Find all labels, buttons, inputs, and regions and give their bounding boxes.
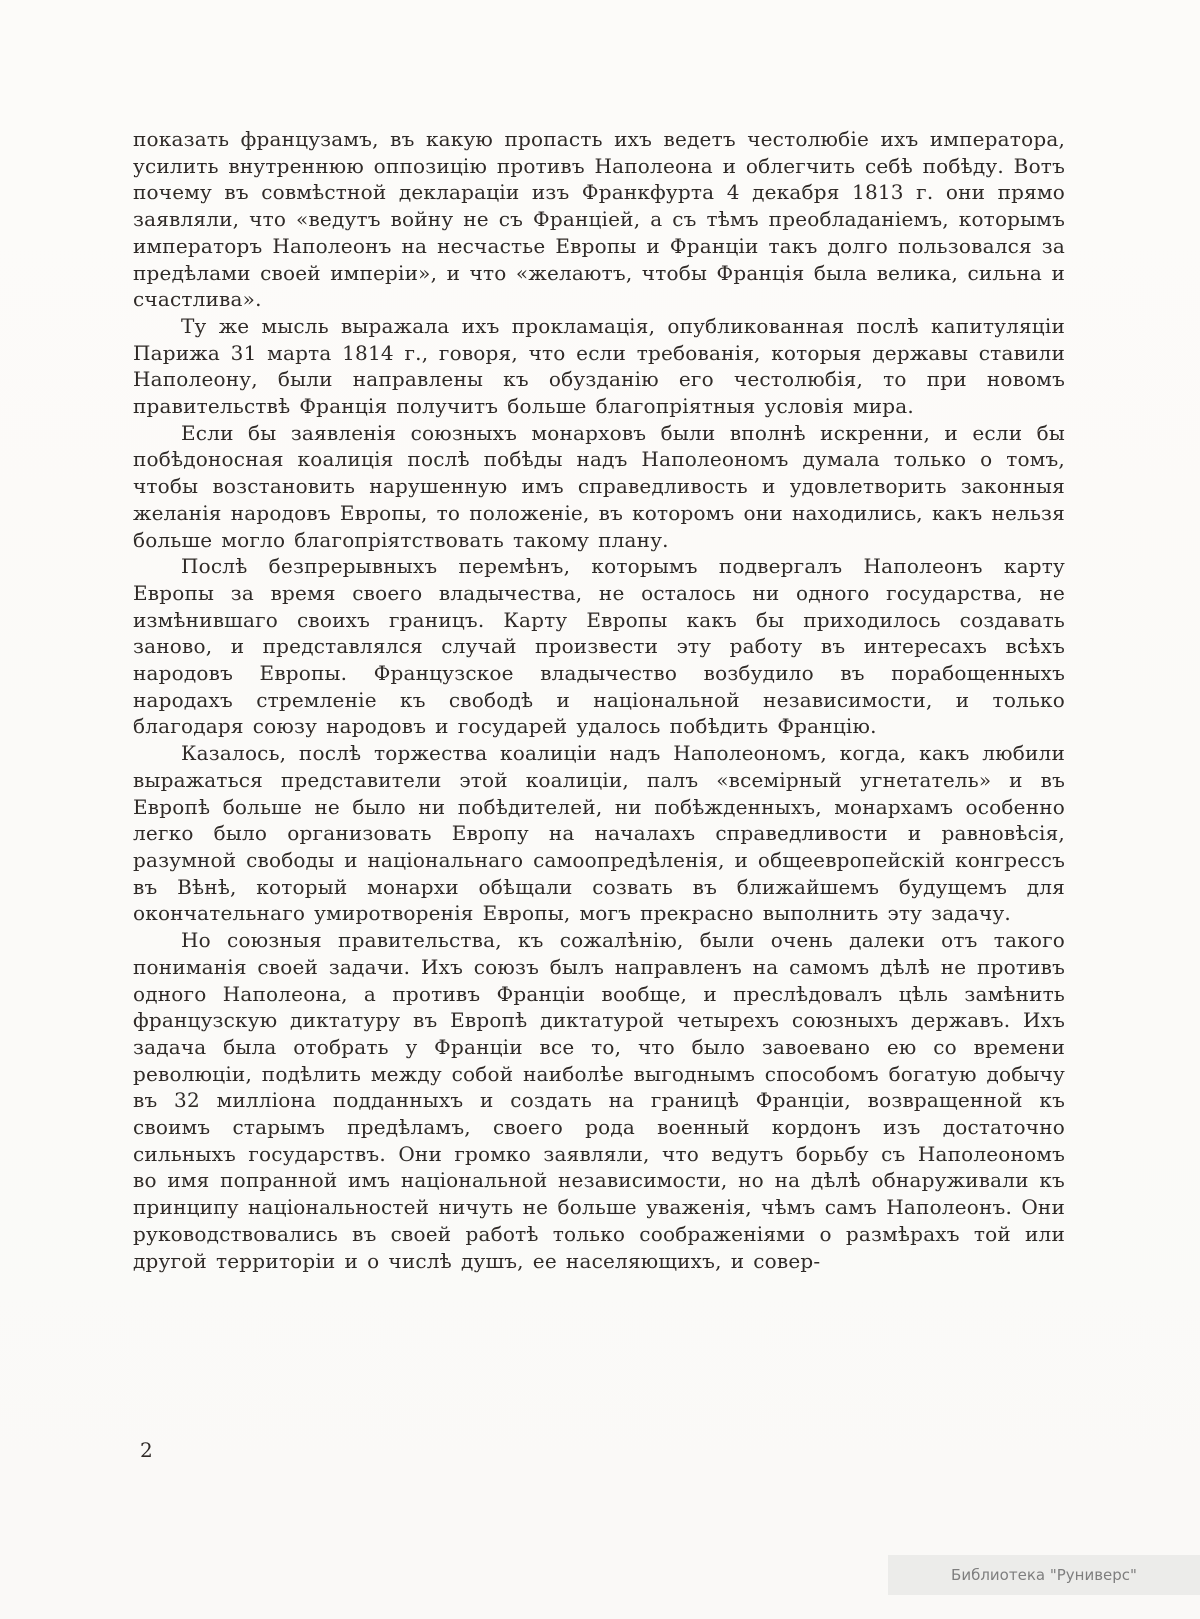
paragraph: Послѣ безпрерывныхъ перемѣнъ, которымъ подвергалъ Наполеонъ карту Европы за время своего владычества, не осталось ни одного государства, не измѣнившаго своихъ границъ. Карту Европы какъ бы приходилось создавать заново, и представлялся случай произвести эту работу въ интересахъ всѣхъ народовъ Европы. Французское владычество возбудило въ порабощенныхъ народахъ стремленіе къ свободѣ и національной независимости, и только благодаря союзу народовъ и государей удалось побѣдить Францію.	[133, 554, 1065, 739]
page-text	[133, 126, 1065, 1274]
library-watermark: Библиотека "Руниверс"	[888, 1555, 1200, 1595]
paragraph: Но союзныя правительства, къ сожалѣнію, были очень далеки отъ такого пониманія своей задачи. Ихъ союзъ былъ направленъ на самомъ дѣлѣ не противъ одного Наполеона, а противъ Франціи вообще, и преслѣдовалъ цѣль замѣнить французскую диктатуру въ Европѣ диктатурой четырехъ союзныхъ державъ. Ихъ задача была отобрать у Франціи все то, что было завоевано ею со времени революціи, подѣлить между собой наиболѣе выгоднымъ способомъ богатую добычу въ 32 милліона подданныхъ и создать на границѣ Франціи, возвращенной къ своимъ старымъ предѣламъ, своего рода военный кордонъ изъ достаточно сильныхъ государствъ. Они громко заявляли, что ведутъ борьбу съ Наполеономъ во имя попранной имъ національной независимости, но на дѣлѣ обнаруживали къ принципу національностей ничуть не больше уваженія, чѣмъ самъ Наполеонъ. Они руководствовались въ своей работѣ только соображеніями о размѣрахъ той или другой территоріи и о числѣ душъ, ее населяющихъ, и совер-	[133, 928, 1065, 1273]
page-number: 2	[140, 1438, 153, 1462]
paragraph: Если бы заявленія союзныхъ монарховъ были вполнѣ искренни, и если бы побѣдоносная коалиція послѣ побѣды надъ Наполеономъ думала только о томъ, чтобы возстановить нарушенную имъ справедливость и удовлетворить законныя желанія народовъ Европы, то положеніе, въ которомъ они находились, какъ нельзя больше могло благопріятствовать такому плану.	[133, 420, 1065, 552]
paragraph: показать французамъ, въ какую пропасть ихъ ведетъ честолюбіе ихъ императора, усилить внутреннюю оппозицію противъ Наполеона и облегчить себѣ побѣду. Вотъ почему въ совмѣстной деклараціи изъ Франкфурта 4 декабря 1813 г. они прямо заявляли, что «ведутъ войну не съ Франціей, а съ тѣмъ преобладаніемъ, которымъ императоръ Наполеонъ на несчастье Европы и Франціи такъ долго пользовался за предѣлами своей имперіи», и что «желаютъ, чтобы Франція была велика, сильна и счастлива».	[133, 127, 1065, 312]
paragraph: Казалось, послѣ торжества коалиціи надъ Наполеономъ, когда, какъ любили выражаться представители этой коалиціи, палъ «всемірный угнетатель» и въ Европѣ больше не было ни побѣдителей, ни побѣжденныхъ, монархамъ особенно легко было организовать Европу на началахъ справедливости и равновѣсія, разумной свободы и національнаго самоопредѣленія, и общеевропейскій конгрессъ въ Вѣнѣ, который монархи обѣщали созвать въ ближайшемъ будущемъ для окончательнаго умиротворенія Европы, могъ прекрасно выполнить эту задачу.	[133, 741, 1065, 926]
paragraph: Ту же мысль выражала ихъ прокламація, опубликованная послѣ капитуляціи Парижа 31 марта 1814 г., говоря, что если требованія, которыя державы ставили Наполеону, были направлены къ обузданію его честолюбія, то при новомъ правительствѣ Франція получитъ больше благопріятныя условія мира.	[133, 313, 1065, 419]
